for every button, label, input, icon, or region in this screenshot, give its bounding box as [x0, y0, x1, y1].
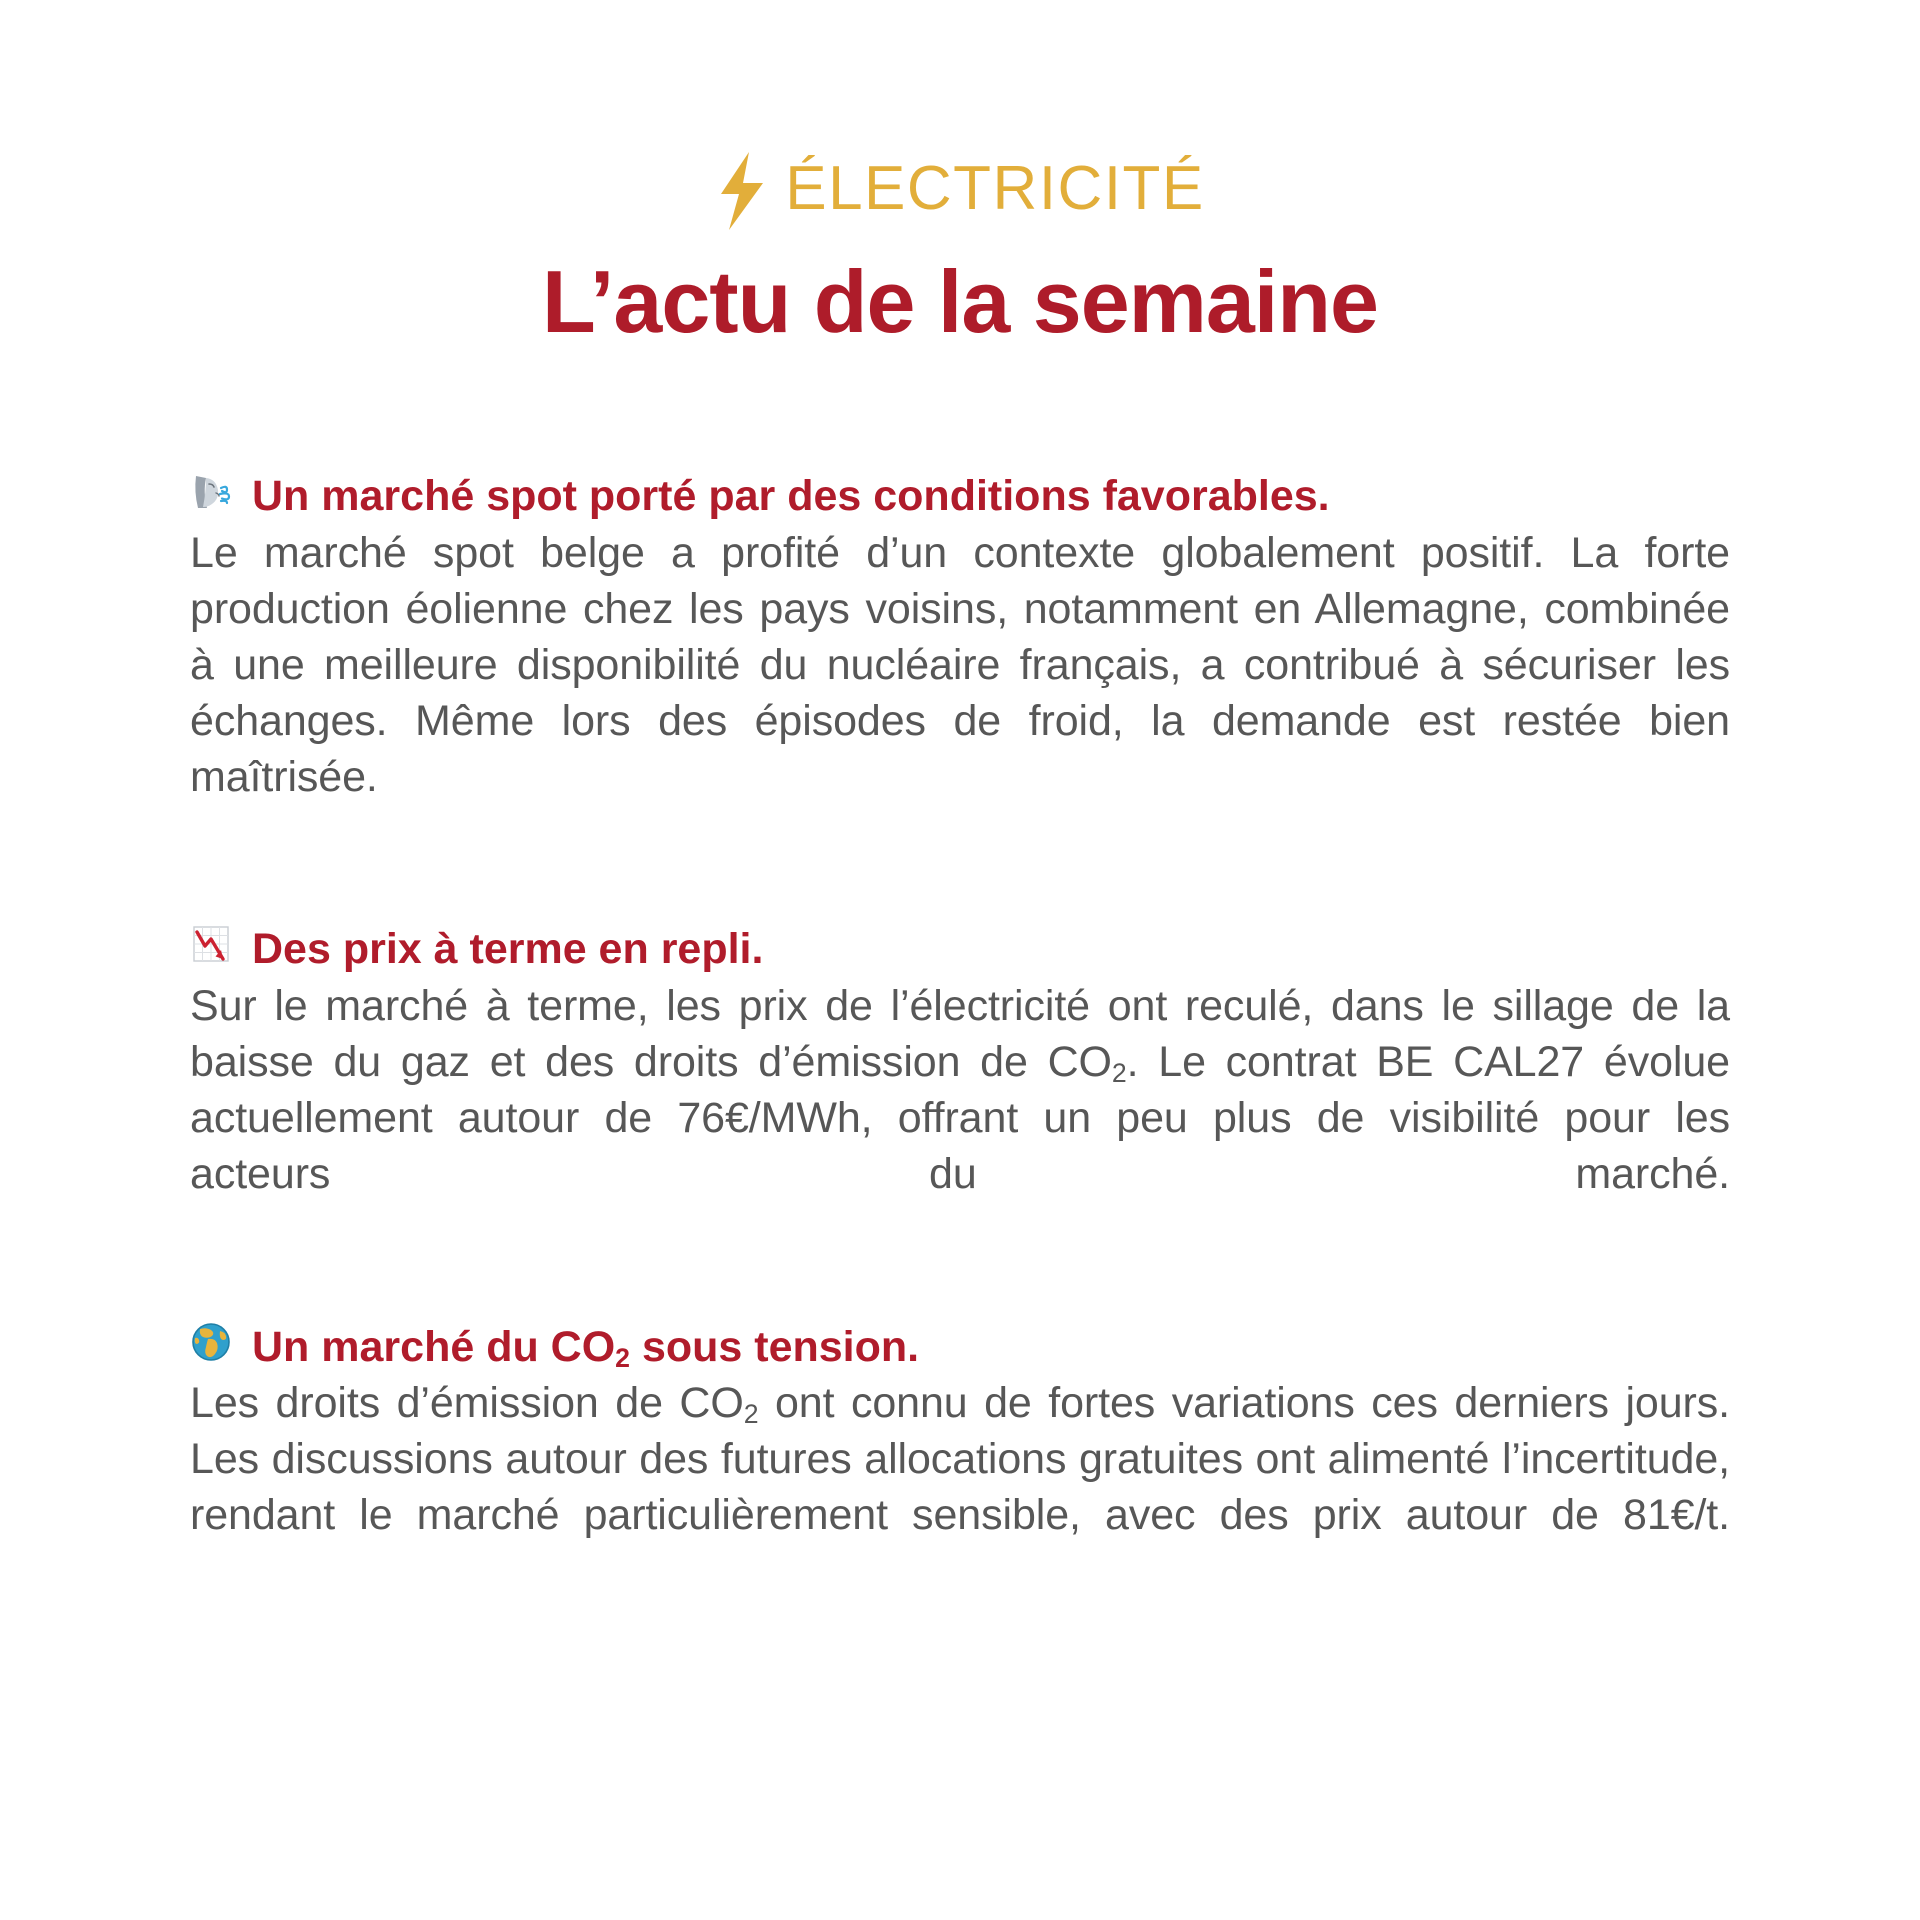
kicker-label: ÉLECTRICITÉ	[785, 154, 1205, 223]
section-paragraph	[190, 1376, 1730, 1600]
section-co2-market	[190, 1317, 1730, 1600]
article-body	[190, 348, 1730, 1600]
co2-subscript: 2	[1111, 1057, 1127, 1088]
page-title: L’actu de la semaine	[542, 252, 1378, 351]
section-paragraph	[190, 979, 1730, 1258]
section-heading	[190, 466, 1730, 522]
heading-part-1: Un marché du CO	[252, 1322, 616, 1371]
paragraph-part-2: . Le contrat BE CAL27 évolue actuellement autour de 76€/MWh, offrant un peu plus de visibilité pour les acteurs du marché.	[190, 1038, 1730, 1198]
section-heading	[190, 919, 1730, 975]
paragraph-part-2: ont connu de fortes variations ces derniers jours. Les discussions autour des futures allocations gratuites ont alimenté l’incertitude, rendant le marché particulièrement sensible, avec des prix autour de 81€/t.	[190, 1379, 1730, 1540]
section-heading-label: Un marché spot porté par des conditions favorables.	[252, 472, 1330, 521]
wind-face-emoji	[190, 470, 234, 514]
co2-subscript: 2	[615, 1342, 630, 1373]
lightning-bolt-icon	[715, 152, 767, 230]
section-heading	[190, 1317, 1730, 1373]
chart-decreasing-emoji	[190, 923, 234, 967]
globe-europe-africa-emoji	[190, 1321, 234, 1365]
section-spot-market	[190, 466, 1730, 861]
heading-part-2: sous tension.	[630, 1322, 920, 1371]
section-paragraph: Le marché spot belge a profité d’un contexte globalement positif. La forte production éolienne chez les pays voisins, notamment en Allemagne, combinée à une meilleure disponibilité du nucléaire français, a contribué à sécuriser les échanges. Même lors des épisodes de froid, la demande est restée bien maîtrisée.	[190, 529, 1730, 801]
section-heading-label: Des prix à terme en repli.	[252, 925, 764, 974]
paragraph-part-1: Sur le marché à terme, les prix de l’électricité ont reculé, dans le sillage de la baisse du gaz et des droits d’émission de CO	[190, 982, 1730, 1087]
kicker-row	[0, 150, 1920, 228]
page-header	[0, 0, 1920, 351]
section-forward-prices	[190, 919, 1730, 1258]
paragraph-part-1: Les droits d’émission de CO	[190, 1379, 744, 1428]
co2-subscript: 2	[743, 1399, 759, 1430]
section-heading-label	[252, 1322, 919, 1373]
